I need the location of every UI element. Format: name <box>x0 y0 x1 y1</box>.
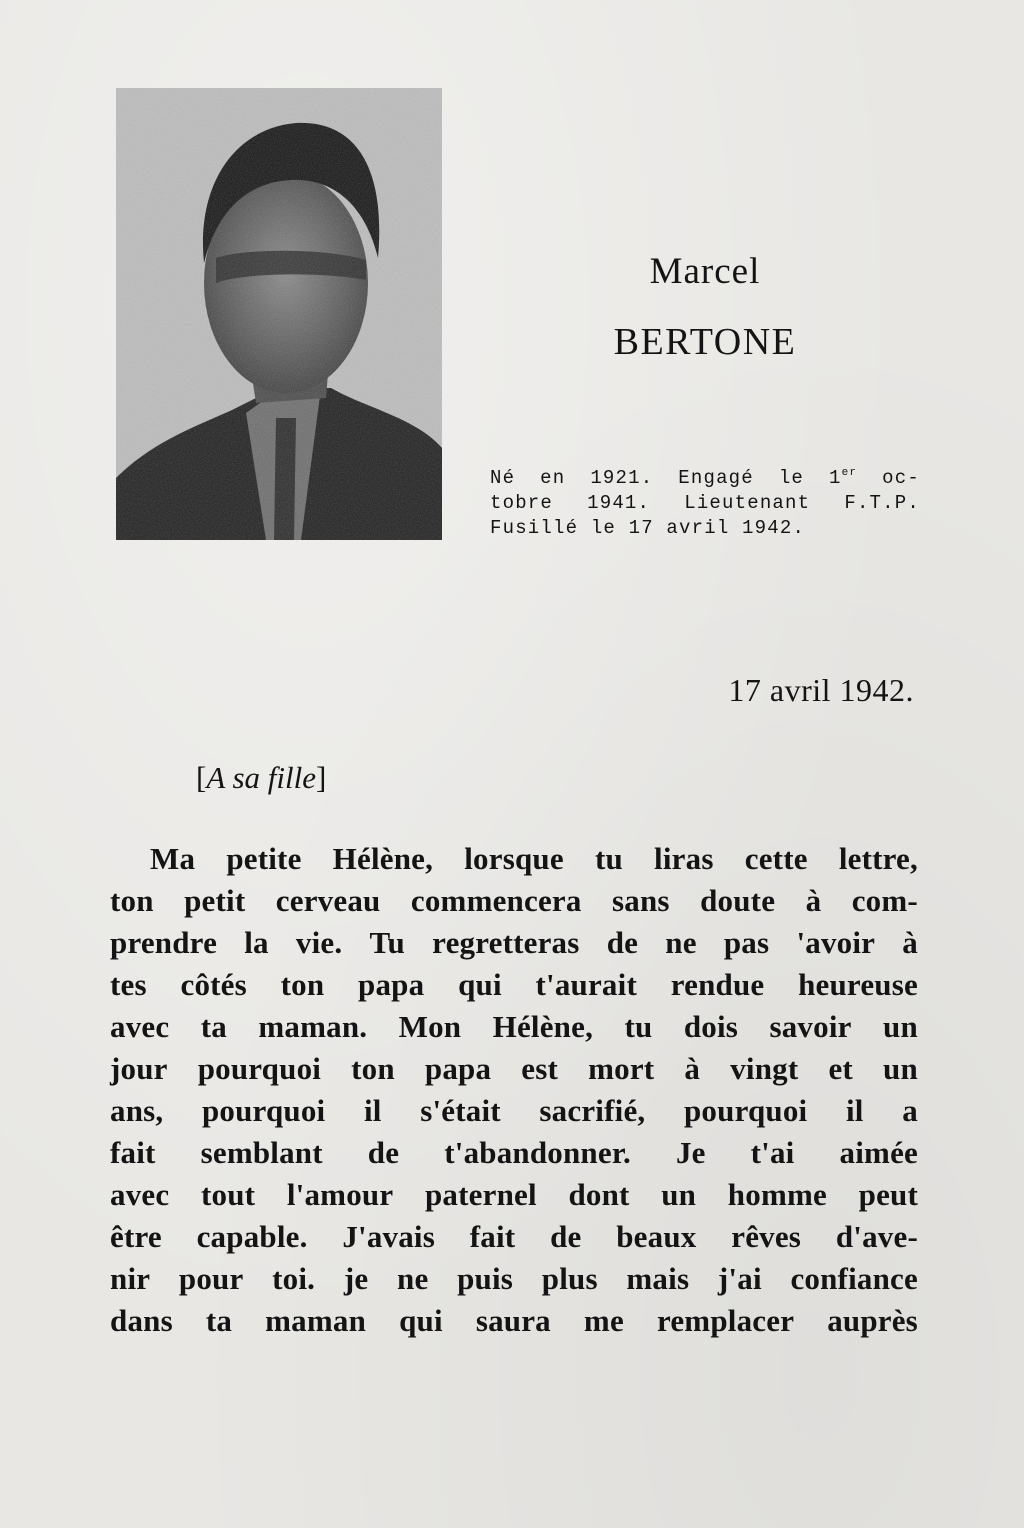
letter-word: pas <box>723 925 770 960</box>
letter-body <box>110 838 918 1342</box>
bracket-open: [ <box>196 760 207 795</box>
letter-line <box>110 1132 918 1174</box>
letter-word: t'abandonner. <box>444 1135 631 1170</box>
letter-word: Mon <box>398 1009 462 1044</box>
letter-word: Ma <box>150 841 196 876</box>
letter-word: d'ave- <box>835 1219 918 1254</box>
letter-word: liras <box>654 841 714 876</box>
letter-word: côtés <box>180 967 247 1002</box>
biography-line <box>490 491 920 516</box>
letter-word: t'ai <box>750 1135 795 1170</box>
biography-note <box>490 466 920 541</box>
letter-word: dois <box>683 1009 739 1044</box>
letter-word: qui <box>458 967 502 1002</box>
letter-word: tu <box>624 1009 653 1044</box>
letter-word: jour <box>110 1051 168 1086</box>
letter-word: Hélène, <box>332 841 434 876</box>
letter-word: de <box>606 925 639 960</box>
letter-word: l'amour <box>286 1177 394 1212</box>
letter-word: j'ai <box>717 1261 762 1296</box>
letter-word: maman. <box>258 1009 368 1044</box>
biography-word: F.T.P. <box>844 492 920 514</box>
letter-word: à <box>902 925 918 960</box>
person-first-name: Marcel <box>649 251 761 292</box>
letter-word: qui <box>399 1303 443 1338</box>
letter-word: ne <box>665 925 697 960</box>
letter-line <box>110 1006 918 1048</box>
letter-word: rendue <box>670 967 765 1002</box>
portrait-photo-image <box>116 88 442 540</box>
letter-word: doute <box>700 883 776 918</box>
letter-line <box>110 1216 918 1258</box>
letter-word: pourquoi <box>683 1093 808 1128</box>
letter-word: Je <box>675 1135 706 1170</box>
letter-word: ta <box>200 1009 227 1044</box>
letter-word: peut <box>858 1177 918 1212</box>
letter-word: et <box>828 1051 853 1086</box>
letter-word: semblant <box>200 1135 323 1170</box>
letter-word: fait <box>469 1219 516 1254</box>
letter-word: pourquoi <box>201 1093 326 1128</box>
letter-word: s'était <box>420 1093 501 1128</box>
letter-word: heureuse <box>798 967 918 1002</box>
biography-word: Engagé <box>678 467 754 489</box>
letter-word: capable. <box>196 1219 308 1254</box>
letter-line <box>110 922 918 964</box>
letter-word: homme <box>727 1177 827 1212</box>
letter-word: ans, <box>110 1093 164 1128</box>
letter-word: à <box>684 1051 701 1086</box>
letter-word: dans <box>110 1303 173 1338</box>
letter-word: je <box>343 1261 369 1296</box>
letter-word: il <box>363 1093 382 1128</box>
letter-word: pourquoi <box>197 1051 322 1086</box>
biography-ordinal-number: 1 <box>828 467 842 489</box>
letter-word: papa <box>358 967 425 1002</box>
letter-word: saura <box>475 1303 551 1338</box>
letter-line <box>110 838 918 880</box>
letter-line <box>110 880 918 922</box>
letter-word: plus <box>541 1261 598 1296</box>
letter-word: 'avoir <box>796 925 876 960</box>
letter-word: t'aurait <box>535 967 637 1002</box>
letter-word: à <box>805 883 822 918</box>
letter-word: sacrifié, <box>539 1093 646 1128</box>
letter-word: confiance <box>790 1261 918 1296</box>
biography-word: Né <box>490 467 516 489</box>
person-last-name: BERTONE <box>613 321 797 363</box>
letter-word: aimée <box>839 1135 918 1170</box>
letter-word: beaux <box>616 1219 697 1254</box>
letter-word: il <box>845 1093 864 1128</box>
bracket-close: ] <box>315 760 327 795</box>
letter-word: pour <box>178 1261 244 1296</box>
letter-word: avec <box>110 1177 170 1212</box>
biography-line <box>490 466 920 491</box>
letter-word: Hélène, <box>492 1009 594 1044</box>
letter-word: cerveau <box>275 883 381 918</box>
biography-word: en <box>540 467 566 489</box>
letter-word: être <box>110 1219 162 1254</box>
letter-word: tes <box>110 967 147 1002</box>
letter-word: un <box>661 1177 697 1212</box>
letter-word: sans <box>612 883 670 918</box>
letter-line <box>110 1090 918 1132</box>
letter-word: Tu <box>369 925 405 960</box>
letter-word: nir <box>110 1261 151 1296</box>
letter-word: com- <box>851 883 918 918</box>
letter-word: savoir <box>769 1009 852 1044</box>
letter-word: commencera <box>410 883 582 918</box>
letter-word: de <box>367 1135 400 1170</box>
letter-word: mort <box>588 1051 655 1086</box>
letter-word: un <box>883 1051 918 1086</box>
letter-word: a <box>902 1093 918 1128</box>
biography-word: 1921. <box>590 467 654 489</box>
letter-word: maman <box>265 1303 367 1338</box>
letter-word: regretteras <box>432 925 580 960</box>
biography-word: le <box>778 467 805 489</box>
portrait-photo <box>116 88 442 540</box>
letter-word: remplacer <box>656 1303 795 1338</box>
addressee-text: A sa fille <box>206 760 316 795</box>
biography-ordinal <box>829 466 857 491</box>
letter-word: tout <box>201 1177 256 1212</box>
letter-word: ton <box>110 883 154 918</box>
letter-word: prendre <box>110 925 218 960</box>
biography-word: tobre <box>490 492 554 514</box>
letter-word: ta <box>205 1303 233 1338</box>
biography-word: 1941. <box>587 492 651 514</box>
letter-word: de <box>550 1219 582 1254</box>
letter-word: mais <box>626 1261 690 1296</box>
letter-word: un <box>883 1009 918 1044</box>
letter-addressee <box>196 760 326 796</box>
letter-word: petit <box>184 883 246 918</box>
letter-line <box>110 1300 918 1342</box>
letter-word: papa <box>424 1051 492 1086</box>
letter-word: dont <box>568 1177 630 1212</box>
letter-word: lorsque <box>464 841 564 876</box>
letter-word: toi. <box>272 1261 316 1296</box>
letter-word: paternel <box>424 1177 537 1212</box>
biography-ordinal-suffix: er <box>841 467 858 479</box>
letter-word: cette <box>744 841 808 876</box>
letter-word: ne <box>397 1261 429 1296</box>
biography-word: Lieutenant <box>684 492 811 514</box>
letter-word: est <box>521 1051 559 1086</box>
letter-word: la <box>244 925 269 960</box>
letter-word: tu <box>594 841 623 876</box>
letter-word: vie. <box>295 925 343 960</box>
letter-word: petite <box>226 841 302 876</box>
letter-word: lettre, <box>838 841 918 876</box>
letter-word: puis <box>457 1261 514 1296</box>
letter-word: auprès <box>827 1303 918 1338</box>
letter-word: ton <box>280 967 325 1002</box>
biography-word: oc- <box>882 467 920 489</box>
letter-line <box>110 964 918 1006</box>
letter-line <box>110 1048 918 1090</box>
letter-line <box>110 1258 918 1300</box>
letter-word: ton <box>351 1051 395 1086</box>
biography-line: Fusillé le 17 avril 1942. <box>490 517 806 539</box>
letter-word: vingt <box>730 1051 799 1086</box>
letter-word: avec <box>110 1009 170 1044</box>
letter-word: J'avais <box>342 1219 436 1254</box>
letter-date: 17 avril 1942. <box>728 672 914 708</box>
letter-word: me <box>583 1303 624 1338</box>
letter-word: rêves <box>731 1219 802 1254</box>
letter-line <box>110 1174 918 1216</box>
letter-word: fait <box>110 1135 156 1170</box>
